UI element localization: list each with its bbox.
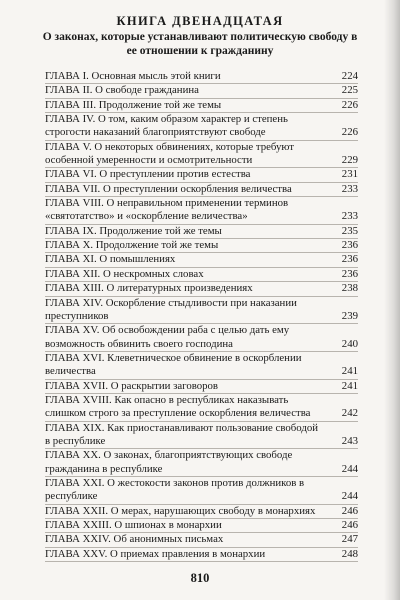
toc-entry-title: ГЛАВА VII. О преступлении оскорбления величества <box>45 182 292 195</box>
toc-entry-title: ГЛАВА XIX. Как приостанавливают пользование свободой в республике <box>45 421 318 447</box>
toc-entry <box>45 505 358 519</box>
book-title: КНИГА ДВЕНАДЦАТАЯ <box>116 14 284 28</box>
page-number: 810 <box>190 571 210 585</box>
table-of-contents <box>45 70 358 562</box>
toc-entry-page: 243 <box>341 434 358 447</box>
toc-entry-title: ГЛАВА IX. Продолжение той же темы <box>45 224 222 237</box>
toc-entry-title: ГЛАВА XVIII. Как опасно в республиках наказывать слишком строго за преступление оскорбления величества <box>45 393 311 420</box>
toc-entry <box>45 253 358 267</box>
toc-entry <box>45 197 358 225</box>
toc-entry-page: 236 <box>341 239 358 252</box>
toc-entry-page: 239 <box>341 309 358 322</box>
toc-entry-page: 241 <box>341 379 358 392</box>
toc-entry <box>45 297 358 325</box>
toc-entry-page: 236 <box>341 267 358 280</box>
toc-entry-page: 244 <box>341 462 358 475</box>
toc-entry <box>45 268 358 282</box>
toc-entry-page: 246 <box>341 504 358 517</box>
toc-entry-title: ГЛАВА XXII. О мерах, нарушающих свободу в монархиях <box>45 504 316 517</box>
toc-entry-page: 233 <box>341 210 358 223</box>
toc-entry-page: 238 <box>341 282 358 295</box>
toc-entry-title: ГЛАВА XXI. О жестокости законов против должников в республике <box>45 476 305 503</box>
toc-entry-page: 248 <box>341 547 358 560</box>
toc-entry-title: ГЛАВА II. О свободе гражданина <box>45 84 199 97</box>
toc-entry-title: ГЛАВА VIII. О неправильном применении терминов «святотатство» и «оскорбление величества» <box>45 197 289 223</box>
toc-entry-title: ГЛАВА XVII. О раскрытии заговоров <box>45 379 219 392</box>
toc-entry-title: ГЛАВА XI. О помышлениях <box>45 253 176 266</box>
toc-entry-title: ГЛАВА XIV. Оскорбление стыдливости при наказании преступников <box>45 296 297 322</box>
toc-entry-title: ГЛАВА X. Продолжение той же темы <box>45 239 219 252</box>
toc-entry-title: ГЛАВА IV. О том, каким образом характер и степень строгости наказаний благоприятствуют свободе <box>45 113 288 139</box>
toc-entry-page: 229 <box>341 154 358 167</box>
toc-entry-title: ГЛАВА XII. О нескромных словах <box>45 267 204 280</box>
toc-entry <box>45 84 358 98</box>
toc-entry-page: 226 <box>341 126 358 139</box>
toc-entry-title: ГЛАВА XIII. О литературных произведениях <box>45 282 253 295</box>
toc-entry <box>45 183 358 197</box>
toc-entry-title: ГЛАВА XX. О законах, благоприятствующих свободе гражданина в республике <box>45 449 293 475</box>
toc-entry <box>45 519 358 533</box>
toc-entry <box>45 477 358 505</box>
toc-entry-title: ГЛАВА III. Продолжение той же темы <box>45 98 222 111</box>
toc-entry <box>45 352 358 380</box>
toc-entry <box>45 141 358 169</box>
toc-entry-title: ГЛАВА V. О некоторых обвинениях, которые требуют особенной умеренности и осмотрительности <box>45 140 295 167</box>
toc-entry-page: 247 <box>341 533 358 546</box>
toc-entry <box>45 239 358 253</box>
toc-entry <box>45 449 358 477</box>
gutter-shadow <box>384 0 400 600</box>
toc-entry <box>45 422 358 450</box>
toc-entry <box>45 99 358 113</box>
toc-entry <box>45 282 358 296</box>
toc-entry-title: ГЛАВА XV. Об освобождении раба с целью дать ему возможность обвинить своего господина <box>45 324 290 350</box>
section-header <box>40 14 360 58</box>
toc-entry-page: 224 <box>341 70 358 82</box>
toc-entry-title: ГЛАВА I. Основная мысль этой книги <box>45 70 221 82</box>
toc-entry-title: ГЛАВА XXIV. Об анонимных письмах <box>45 533 224 546</box>
toc-entry-page: 246 <box>341 519 358 531</box>
toc-entry-page: 231 <box>341 168 358 181</box>
toc-entry-page: 236 <box>341 253 358 266</box>
toc-entry <box>45 394 358 422</box>
toc-entry <box>45 168 358 182</box>
toc-entry <box>45 113 358 141</box>
toc-entry <box>45 548 358 562</box>
toc-entry-title: ГЛАВА XXIII. О шпионах в монархии <box>45 519 222 531</box>
toc-entry-page: 225 <box>341 84 358 97</box>
toc-entry-page: 235 <box>341 224 358 237</box>
toc-entry-title: ГЛАВА XXV. О приемах правления в монархии <box>45 547 266 560</box>
toc-entry-title: ГЛАВА VI. О преступлении против естества <box>45 168 251 181</box>
toc-entry-title: ГЛАВА XVI. Клеветническое обвинение в оскорблении величества <box>45 351 302 378</box>
toc-entry <box>45 70 358 84</box>
book-subtitle: О законах, которые устанавливают политическую свободу в ее отношении к гражданину <box>42 31 358 57</box>
toc-entry <box>45 324 358 352</box>
toc-entry-page: 240 <box>341 337 358 350</box>
toc-entry <box>45 380 358 394</box>
toc-entry-page: 226 <box>341 98 358 111</box>
toc-entry-page: 242 <box>341 407 358 420</box>
toc-entry <box>45 533 358 547</box>
toc-entry-page: 233 <box>341 182 358 195</box>
toc-entry <box>45 225 358 239</box>
toc-entry-page: 244 <box>341 490 358 503</box>
toc-entry-page: 241 <box>341 365 358 378</box>
